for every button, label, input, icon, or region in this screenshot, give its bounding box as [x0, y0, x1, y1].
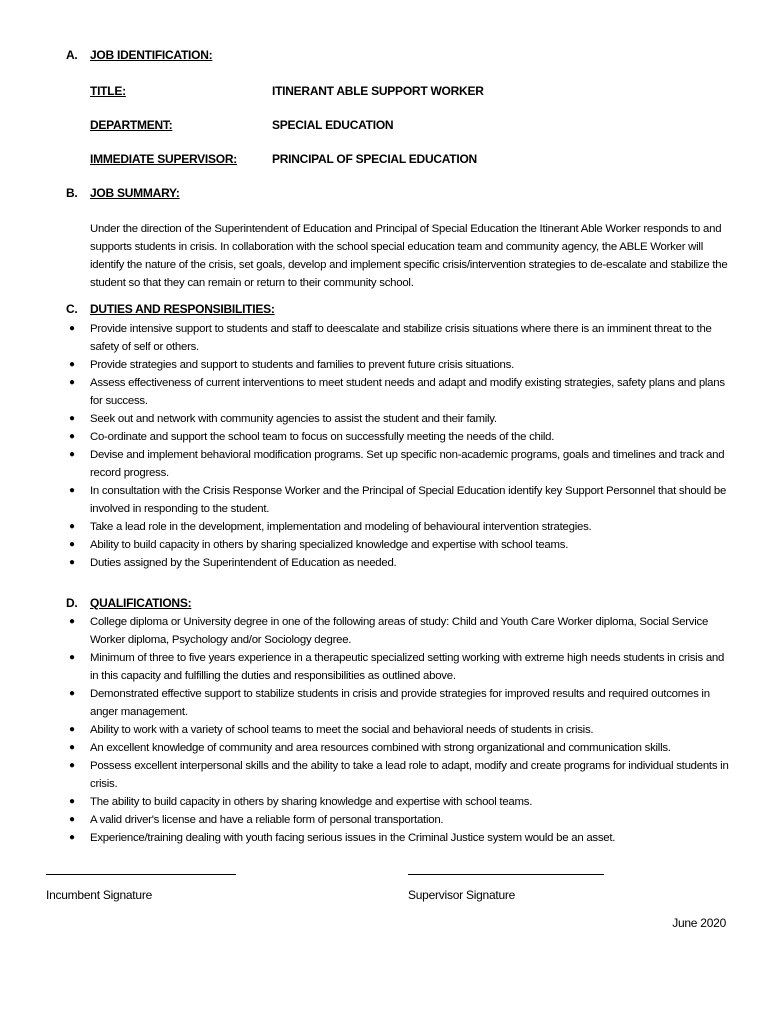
list-item: [66, 482, 730, 518]
list-item: [66, 793, 730, 811]
section-title: JOB SUMMARY:: [90, 186, 180, 200]
title-value: ITINERANT ABLE SUPPORT WORKER: [272, 84, 484, 98]
incumbent-signature-line: [46, 874, 236, 875]
list-item-text: Assess effectiveness of current interventions to meet student needs and adapt and modify existing strategies, safety plans and plans for success.: [90, 377, 725, 407]
list-item: [66, 757, 730, 793]
incumbent-signature-label: Incumbent Signature: [46, 888, 152, 902]
bullet-icon: ●: [69, 359, 75, 370]
list-item-text: Experience/training dealing with youth facing serious issues in the Criminal Justice system would be an asset.: [90, 832, 616, 844]
list-item-text: An excellent knowledge of community and area resources combined with strong organizational and communication skills.: [90, 742, 671, 754]
bullet-icon: ●: [69, 431, 75, 442]
bullet-icon: ●: [69, 413, 75, 424]
bullet-icon: ●: [69, 521, 75, 532]
document-date: June 2020: [672, 916, 726, 930]
list-item-text: Provide strategies and support to students and families to prevent future crisis situations.: [90, 359, 514, 371]
supervisor-signature-label: Supervisor Signature: [408, 888, 516, 902]
title-label: TITLE:: [90, 84, 126, 98]
section-title: JOB IDENTIFICATION:: [90, 48, 213, 62]
list-item: [66, 721, 730, 739]
section-letter: B.: [66, 186, 78, 200]
section-title: QUALIFICATIONS:: [90, 596, 192, 610]
section-letter: D.: [66, 596, 78, 610]
bullet-icon: ●: [69, 449, 75, 460]
list-item: [66, 518, 730, 536]
bullet-icon: ●: [69, 796, 75, 807]
bullet-icon: ●: [69, 323, 75, 334]
list-item: [66, 410, 730, 428]
supervisor-signature-line: [408, 874, 604, 875]
bullet-icon: ●: [69, 688, 75, 699]
list-item: [66, 374, 730, 410]
list-item-text: Ability to work with a variety of school teams to meet the social and behavioral needs of students in crisis.: [90, 724, 594, 736]
bullet-icon: ●: [69, 652, 75, 663]
bullet-icon: ●: [69, 742, 75, 753]
list-item-text: Devise and implement behavioral modification programs. Set up specific non-academic programs, goals and timelines and track and record progress.: [90, 449, 725, 479]
list-item-text: Demonstrated effective support to stabilize students in crisis and provide strategies for improved results and required outcomes in anger management.: [90, 688, 710, 718]
bullet-icon: ●: [69, 485, 75, 496]
duties-list: [66, 320, 730, 572]
list-item: [66, 649, 730, 685]
list-item: [66, 320, 730, 356]
list-item-text: The ability to build capacity in others by sharing knowledge and expertise with school teams.: [90, 796, 533, 808]
list-item: [66, 554, 730, 572]
department-label: DEPARTMENT:: [90, 118, 173, 132]
section-title: DUTIES AND RESPONSIBILITIES:: [90, 302, 275, 316]
section-letter: C.: [66, 302, 78, 316]
department-value: SPECIAL EDUCATION: [272, 118, 394, 132]
bullet-icon: ●: [69, 557, 75, 568]
list-item-text: In consultation with the Crisis Response Worker and the Principal of Special Education identify key Support Personnel that should be involved in responding to the student.: [90, 485, 727, 515]
list-item-text: Minimum of three to five years experience in a therapeutic specialized setting working with extreme high needs students in crisis and in this capacity and fulfilling the duties and responsibilities as outlined above.: [90, 652, 725, 682]
list-item-text: College diploma or University degree in one of the following areas of study: Child and Youth Care Worker diploma, Social Service Worker diploma, Psychology and/or Sociology degree.: [90, 616, 709, 646]
supervisor-value: PRINCIPAL OF SPECIAL EDUCATION: [272, 152, 477, 166]
list-item: [66, 536, 730, 554]
section-a-heading: [66, 48, 212, 62]
list-item-text: Take a lead role in the development, implementation and modeling of behavioural intervention strategies.: [90, 521, 592, 533]
list-item: [66, 685, 730, 721]
supervisor-label: IMMEDIATE SUPERVISOR:: [90, 152, 237, 166]
qualifications-list: [66, 613, 730, 847]
list-item-text: Duties assigned by the Superintendent of Education as needed.: [90, 557, 397, 569]
bullet-icon: ●: [69, 539, 75, 550]
section-d-heading: [66, 596, 191, 610]
bullet-icon: ●: [69, 377, 75, 388]
list-item: [66, 739, 730, 757]
section-b-heading: [66, 186, 180, 200]
list-item-text: Co-ordinate and support the school team to focus on successfully meeting the needs of the child.: [90, 431, 555, 443]
bullet-icon: ●: [69, 760, 75, 771]
job-summary-text: Under the direction of the Superintendent of Education and Principal of Special Education the Itinerant Able Worker responds to and supports students in crisis. In collaboration with the school special education team and community agency, the ABLE Worker will identify the nature of the crisis, set goals, develop and implement specific crisis/intervention strategies to de-escalate and stabilize the student so that they can remain or return to their community school.: [90, 223, 728, 289]
list-item-text: Ability to build capacity in others by sharing specialized knowledge and expertise with school teams.: [90, 539, 569, 551]
section-c-heading: [66, 302, 275, 316]
list-item-text: A valid driver's license and have a reliable form of personal transportation.: [90, 814, 444, 826]
bullet-icon: ●: [69, 616, 75, 627]
list-item-text: Provide intensive support to students and staff to deescalate and stabilize crisis situations where there is an imminent threat to the safety of self or others.: [90, 323, 712, 353]
list-item-text: Possess excellent interpersonal skills and the ability to take a lead role to adapt, modify and create programs for individual students in crisis.: [90, 760, 729, 790]
list-item: [66, 428, 730, 446]
bullet-icon: ●: [69, 814, 75, 825]
list-item: [66, 811, 730, 829]
list-item: [66, 613, 730, 649]
list-item-text: Seek out and network with community agencies to assist the student and their family.: [90, 413, 497, 425]
list-item: [66, 829, 730, 847]
section-letter: A.: [66, 48, 78, 62]
list-item: [66, 356, 730, 374]
bullet-icon: ●: [69, 832, 75, 843]
bullet-icon: ●: [69, 724, 75, 735]
list-item: [66, 446, 730, 482]
